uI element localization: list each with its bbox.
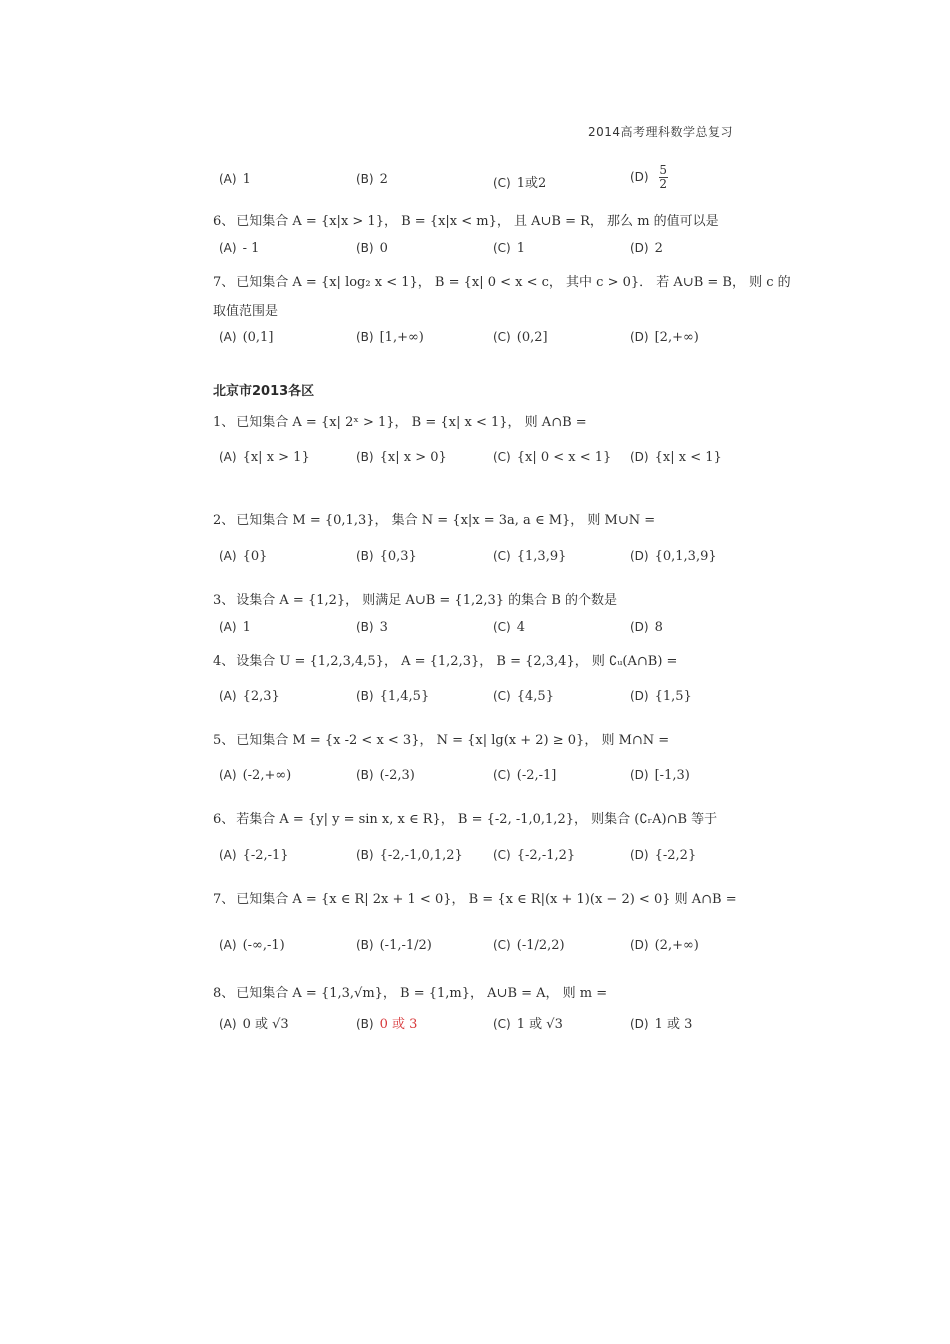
section-title: 北京市2013各区 <box>213 384 315 399</box>
option-c: (C) {1,3,9} <box>493 549 567 564</box>
option-c: (C) {4,5} <box>493 689 554 704</box>
options-row <box>219 330 739 352</box>
question-3: 3、 设集合 A = {1,2}， 则满足 A∪B = {1,2,3} 的集合 B 的个数是 <box>213 593 618 608</box>
option-a: (A) - 1 <box>219 241 260 256</box>
option-c: (C) 4 <box>493 620 526 635</box>
option-d: (D) [2,+∞) <box>630 330 699 345</box>
page-header: 2014高考理科数学总复习 <box>588 125 734 139</box>
option-b: (B) {0,3} <box>356 549 417 564</box>
options-row-prev-5 <box>219 163 739 194</box>
options-row <box>219 1013 739 1035</box>
option-c: (C) (-1/2,2) <box>493 938 565 953</box>
option-c: (C) 1或2 <box>493 176 547 191</box>
option-a: (A) {x| x > 1} <box>219 450 310 465</box>
option-d: (D) {0,1,3,9} <box>630 549 717 564</box>
option-a: (A) {2,3} <box>219 689 280 704</box>
question-4: 4、 设集合 U = {1,2,3,4,5}， A = {1,2,3}， B = {2,3,4}， 则 ∁ᵤ(A∩B) = <box>213 654 678 669</box>
option-d: (D) {1,5} <box>630 689 692 704</box>
option-b: (B) [1,+∞) <box>356 330 424 345</box>
option-d: (D) {-2,2} <box>630 848 697 863</box>
options-row <box>219 241 739 263</box>
option-d: (D) [-1,3) <box>630 768 690 783</box>
question-prev-7: 7、 已知集合 A = {x| log₂ x < 1}， B = {x| 0 < x < c， 其中 c > 0}． 若 A∪B = B， 则 c 的 <box>213 275 791 290</box>
options-row <box>219 450 739 472</box>
option-a: (A) 1 <box>219 172 251 187</box>
options-row <box>219 848 739 870</box>
option-a: (A) (-2,+∞) <box>219 768 292 783</box>
option-d: (D) $\frac{5}{2}$ <box>630 163 668 191</box>
question-6: 6、 若集合 A = {y| y = sin x, x ∈ R}， B = {-2, -1,0,1,2}， 则集合 (∁ᵣA)∩B 等于 <box>213 812 718 827</box>
option-b: (B) (-2,3) <box>356 768 415 783</box>
option-b: (B) {x| x > 0} <box>356 450 447 465</box>
question-1: 1、 已知集合 A = {x| 2ˣ > 1}， B = {x| x < 1}， 则 A∩B = <box>213 415 587 430</box>
option-b-correct: (B) 0 或 3 <box>356 1017 418 1032</box>
option-d: (D) 8 <box>630 620 663 635</box>
question-7: 7、 已知集合 A = {x ∈ R| 2x + 1 < 0}， B = {x ∈ R|(x + 1)(x − 2) < 0} 则 A∩B = <box>213 892 737 907</box>
question-prev-7-line2: 取值范围是 <box>213 304 279 319</box>
option-d: (D) {x| x < 1} <box>630 450 722 465</box>
question-prev-6: 6、 已知集合 A = {x|x > 1}， B = {x|x < m}， 且 A∪B = R， 那么 m 的值可以是 <box>213 214 719 229</box>
question-2: 2、 已知集合 M = {0,1,3}， 集合 N = {x|x = 3a, a ∈ M}， 则 M∪N = <box>213 513 656 528</box>
option-c: (C) 1 或 √3 <box>493 1017 563 1032</box>
option-b: (B) 2 <box>356 172 388 187</box>
option-c: (C) {-2,-1,2} <box>493 848 576 863</box>
option-b: (B) {-2,-1,0,1,2} <box>356 848 463 863</box>
options-row <box>219 768 739 790</box>
option-b: (B) {1,4,5} <box>356 689 430 704</box>
option-b: (B) (-1,-1/2) <box>356 938 432 953</box>
options-row <box>219 689 739 711</box>
option-a: (A) (0,1] <box>219 330 274 345</box>
option-c: (C) {x| 0 < x < 1} <box>493 450 612 465</box>
question-5: 5、 已知集合 M = {x -2 < x < 3}， N = {x| lg(x + 2) ≥ 0}， 则 M∩N = <box>213 733 670 748</box>
option-c: (C) 1 <box>493 241 526 256</box>
option-a: (A) 0 或 √3 <box>219 1017 289 1032</box>
option-b: (B) 3 <box>356 620 388 635</box>
option-c: (C) (-2,-1] <box>493 768 557 783</box>
option-c: (C) (0,2] <box>493 330 548 345</box>
options-row <box>219 620 739 642</box>
option-a: (A) {-2,-1} <box>219 848 289 863</box>
option-d: (D) 1 或 3 <box>630 1017 693 1032</box>
option-d: (D) 2 <box>630 241 663 256</box>
option-b: (B) 0 <box>356 241 388 256</box>
option-d: (D) (2,+∞) <box>630 938 699 953</box>
options-row <box>219 938 739 960</box>
fraction: $\frac{5}{2}$ <box>659 163 668 191</box>
options-row <box>219 549 739 571</box>
option-a: (A) (-∞,-1) <box>219 938 285 953</box>
option-a: (A) {0} <box>219 549 268 564</box>
question-8: 8、 已知集合 A = {1,3,√m}， B = {1,m}， A∪B = A， 则 m = <box>213 986 608 1001</box>
option-a: (A) 1 <box>219 620 251 635</box>
